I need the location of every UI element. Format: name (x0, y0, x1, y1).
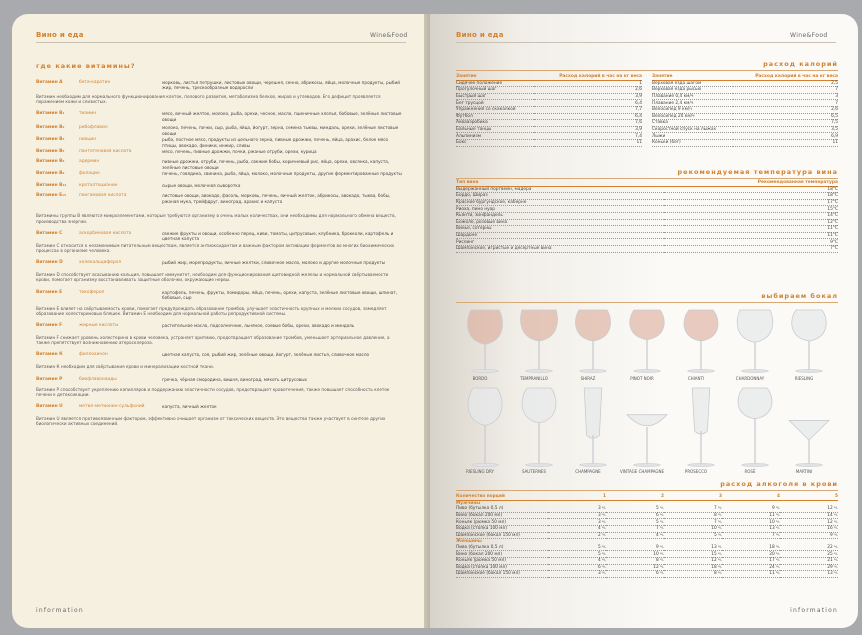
alcohol-hours: 9 ч. (722, 506, 780, 512)
table-row (652, 126, 838, 133)
alcohol-drink: Пиво (бутылка 0,5 л) (456, 506, 548, 512)
row-label: Велосипед 9 км/ч (652, 106, 733, 113)
vitamin-foods: морковь, листья петрушки, листовые овощи, черешня, сенно, абрикосы, яйца, молочные продукты, рыбий жир, печень, трескообразные водоросли (162, 80, 400, 91)
table-header-cell: Рекомендованная температура (664, 180, 838, 186)
alcohol-row (456, 564, 838, 571)
table-row (652, 87, 838, 94)
alcohol-row (456, 512, 838, 519)
alcohol-drink: Шампанское (бокал 150 мл) (456, 571, 548, 578)
alcohol-rule (456, 490, 838, 491)
wine-glass-prosecco (676, 386, 726, 468)
right-page (430, 14, 858, 628)
temperature-table (456, 180, 838, 253)
row-label: Бокс (456, 139, 534, 146)
glass-label: SAUTERNES (521, 469, 547, 474)
alcohol-hours: 3 ч. (548, 512, 606, 519)
table-row (456, 80, 642, 87)
alcohol-hours: 6 ч. (606, 512, 664, 519)
glass-label: ROSÉ (744, 469, 756, 474)
alcohol-hours: 5 ч. (548, 551, 606, 558)
vitamin-foods: печень, говядина, свинина, рыба, яйца, молоко, молочные продукты, другие ферментированные продукты (162, 171, 402, 177)
table-row (456, 226, 838, 233)
alcohol-table (456, 494, 838, 578)
alcohol-hours: 2 ч. (548, 532, 606, 539)
left-header-brand: Wine&Food (370, 32, 408, 39)
row-value: 15°С (664, 206, 838, 213)
alcohol-hours: 5 ч. (548, 545, 606, 551)
table-header-cell: Занятие (456, 74, 534, 80)
row-value: 3 (733, 93, 838, 100)
alcohol-hours: 7 ч. (606, 525, 664, 532)
row-label: Бальные танцы (456, 126, 534, 133)
table-row (652, 120, 838, 127)
glass-label: BORDO (472, 376, 488, 381)
right-header-title: Вино и еда (456, 31, 504, 39)
vitamin-name: Витамин F (36, 323, 63, 328)
glass-label: VINTAGE CHAMPAGNE (619, 469, 665, 474)
right-header-rule (456, 42, 836, 43)
vitamin-substance: пантотеновая кислота (79, 149, 132, 155)
wine-glass-champagne (568, 386, 618, 468)
glass-label: PROSECCO (684, 469, 708, 474)
alcohol-drink: Шампанское (бокал 150 мл) (456, 532, 548, 539)
alcohol-hours: 10 ч. (606, 551, 664, 558)
alcohol-hours: 9 ч. (780, 532, 838, 539)
row-value: 6,4 (534, 100, 642, 107)
row-label: Красное бургундское, каберне (456, 199, 664, 206)
vitamin-foods: рыба, постное мясо, продукты из цельного зерна, пивные дрожжи, печень, яйца, арахис, белое мясо птицы, авокадо, финики, инжир, сливы (162, 137, 389, 148)
alcohol-hours: 6 ч. (548, 564, 606, 571)
vitamin-name: Витамин Р (36, 376, 63, 382)
row-value: 3,9 (534, 126, 642, 133)
vitamin-substance: токоферол (79, 289, 105, 295)
wine-glass-martini (784, 386, 834, 468)
table-row (652, 80, 838, 87)
alcohol-hours: 8 ч. (664, 571, 722, 578)
vitamin-name: Витамин В₂ (36, 125, 65, 131)
alcohol-header-cell: 4 (722, 494, 780, 500)
row-value: 1 (534, 80, 642, 87)
wine-glass-riesling-dry (460, 386, 510, 468)
row-label: Плавание 0,4 км/ч (652, 93, 733, 100)
row-label: Шампанское, игристые и десертные вина (456, 245, 664, 252)
alcohol-hours: 13 ч. (722, 525, 780, 532)
glasses-rule (456, 302, 838, 303)
vitamin-description: Витамин F снижает уровень холестерина в крови человека, устраняет аритмию, предотвращает образование тромбов, уменьшает артериальное давление, а также препятствует возникновению атеросклероза. (36, 335, 390, 346)
vitamin-foods: мясо, вечный желток, молоко, рыба, орехи, чеснок, масло, пшеничные хлопья, бобовые, зелёные листовые овощи (162, 111, 402, 122)
vitamin-name: Витамин В₅ (36, 149, 65, 155)
table-row (456, 186, 838, 193)
alcohol-drink: Коньяк (рюмка 50 мл) (456, 519, 548, 526)
vitamin-name: Витамин С (36, 230, 63, 236)
row-value: 17°С (664, 199, 838, 206)
alcohol-hours: 25 ч. (780, 551, 838, 558)
vitamin-substance: биофлавоноиды (79, 376, 117, 382)
row-value: 6,4 (534, 113, 642, 120)
left-page (12, 14, 424, 628)
row-label: Верховая езда шагом (652, 80, 733, 87)
table-row (456, 93, 642, 100)
table-row (652, 133, 838, 140)
row-value: 7 (733, 87, 838, 94)
row-value: 2,5 (733, 80, 838, 87)
table-row (652, 93, 838, 100)
alcohol-hours: 5 ч. (606, 519, 664, 526)
alcohol-hours: 10 ч. (722, 519, 780, 526)
table-row (652, 100, 838, 107)
table-row (456, 113, 642, 120)
row-value: 7 (733, 100, 838, 107)
table-row (456, 193, 838, 200)
vitamin-name: Витамин Е (36, 289, 63, 295)
vitamin-foods: молоко, печень, почки, сыр, рыба, яйца, йогурт, зерна, семена тыквы, миндаль, орехи, зелёные листовые овощи (162, 125, 399, 136)
wine-glass-sauternes (514, 386, 564, 468)
vitamin-description: Витамины группы В являются микроэлементами, которые требуются организму в очень малых количествах, они необходимы для нормального обмена веществ, производства энергии. (36, 213, 396, 224)
table-header-cell: Тип вина (456, 180, 664, 186)
vitamin-substance: пангамовая кислота (79, 193, 127, 199)
alcohol-hours: 21 ч. (780, 557, 838, 564)
alcohol-hours: 29 ч. (780, 564, 838, 571)
table-row (456, 219, 838, 226)
alcohol-drink: Коньяк (рюмка 50 мл) (456, 557, 548, 564)
alcohol-header-cell: 5 (780, 494, 838, 500)
row-value: 2,6 (733, 106, 838, 113)
vitamin-name: Витамин D (36, 260, 63, 266)
table-row (456, 133, 642, 140)
glass-label: TEMPRANILLO (520, 376, 548, 381)
row-value: 7,7 (534, 106, 642, 113)
alcohol-group-label: Женщины (456, 539, 482, 545)
alcohol-drink: Пиво (бутылка 0,5 л) (456, 545, 548, 551)
book-spread (12, 14, 858, 628)
alcohol-hours: 8 ч. (664, 512, 722, 519)
alcohol-hours: 4 ч. (606, 532, 664, 539)
vitamin-name: Витамин В₆ (36, 159, 65, 165)
alcohol-hours: 3 ч. (548, 506, 606, 512)
vitamin-foods: листовые овощи, авокадо, фасоль, морковь, печень, яичный желток, абрикосы, авокадо, тыква, бобы, ржаная мука, трейфдруг, виноград, арахис и капуста (162, 193, 391, 204)
vitamin-substance: бета-каротин (79, 80, 111, 85)
row-label: Верховая езда рысью (652, 87, 733, 94)
row-value: 6,9 (733, 133, 838, 140)
calories-table-left (456, 74, 642, 147)
vitamin-substance: адермин (79, 159, 100, 165)
table-header-cell: Расход калорий в час на кг веса (733, 74, 838, 80)
table-row (456, 87, 642, 94)
alcohol-header-cell: Количество порций (456, 494, 548, 500)
vitamin-name: Витамин В₃ (36, 137, 65, 143)
row-value: 6,5 (733, 113, 838, 120)
alcohol-hours: 14 ч. (780, 512, 838, 519)
row-value: 3,9 (534, 93, 642, 100)
right-footer: information (790, 607, 838, 614)
alcohol-hours: 13 ч. (664, 545, 722, 551)
wine-glass-riesling (784, 308, 834, 374)
alcohol-hours: 5 ч. (606, 506, 664, 512)
vitamins-section-title: где какие витамины? (36, 62, 136, 70)
vitamin-name: Витамин Е₁₅ (36, 193, 67, 199)
alcohol-hours: 18 ч. (722, 545, 780, 551)
alcohol-hours: 8 ч. (606, 557, 664, 564)
row-label: Рислинг (456, 239, 664, 246)
alcohol-hours: 24 ч. (722, 564, 780, 571)
table-row (456, 199, 838, 206)
vitamin-substance: жирные кислоты (79, 323, 119, 328)
alcohol-hours: 7 ч. (722, 532, 780, 539)
table-row (652, 106, 838, 113)
row-value: 7°С (664, 245, 838, 252)
row-label: Упражнения со скакалкой (456, 106, 534, 113)
row-label: Велосипед 20 км/ч (652, 113, 733, 120)
vitamin-name: Витамин U (36, 404, 63, 409)
table-row (652, 139, 838, 146)
row-value: 11°С (664, 232, 838, 239)
alcohol-hours: 4 ч. (548, 525, 606, 532)
table-row (456, 245, 838, 252)
alcohol-hours: 6 ч. (606, 571, 664, 578)
row-label: Лыжи (652, 133, 733, 140)
row-label: Сидячее положение (456, 80, 534, 87)
row-label: Божоле, розовые вина (456, 219, 664, 226)
row-value: 11 (534, 139, 642, 146)
table-row (456, 206, 838, 213)
vitamin-description: Витамин С относится к незаменимым питательным веществам, является антиоксидантом и важным фактором активации ферментов во многих биохимических процессах в организме человека. (36, 242, 395, 253)
vitamin-name: Витамин А (36, 80, 63, 85)
calories-table-right (652, 74, 838, 147)
table-row (456, 232, 838, 239)
left-header-title: Вино и еда (36, 31, 84, 39)
vitamin-foods: мясо, печень, пивные дрожжи, почки, ржаные отруби, орехи, курица (162, 149, 317, 155)
alcohol-row (456, 525, 838, 532)
alcohol-drink: Водка (стопка 100 мл) (456, 525, 548, 532)
row-label: Быстрый шаг (456, 93, 534, 100)
row-label: Скоростной спуск на лыжах (652, 126, 733, 133)
vitamin-description: Витамин Е влияет на свёртываемость крови, помогает предупреждать образование тромбов, улучшает эластичность крупных и мелких сосудов, замедляет образование холестериновых бляшек. Витамин Е необходим для нормальной работы репродуктивной системы. (36, 305, 387, 316)
table-row (652, 113, 838, 120)
row-label: Ставка (652, 120, 733, 127)
row-value: 2,6 (534, 87, 642, 94)
alcohol-hours: 3 ч. (548, 571, 606, 578)
table-row (456, 106, 642, 113)
glass-label: RIESLING DRY (466, 469, 494, 474)
glass-label: CHIANTI (687, 376, 705, 381)
vitamin-name: Витамин К (36, 352, 63, 358)
alcohol-hours: 3 ч. (548, 519, 606, 526)
row-value: 7,5 (733, 120, 838, 127)
vitamin-substance: рибофлавин (79, 125, 108, 131)
wine-glass-bordo (460, 308, 510, 374)
table-row (456, 139, 642, 146)
table-row (456, 239, 838, 246)
alcohol-hours: 11 ч. (722, 512, 780, 519)
row-label: Выдержанный портвейн, мадера (456, 186, 664, 193)
alcohol-hours: 12 ч. (780, 506, 838, 512)
vitamin-substance: кроталтоцианин (79, 183, 118, 189)
glass-label: RIESLING (794, 376, 814, 381)
row-label: Винье, сотерны (456, 226, 664, 233)
vitamin-substance: филлохинон (79, 352, 108, 358)
row-value: 14°С (664, 212, 838, 219)
alcohol-header-cell: 2 (606, 494, 664, 500)
vitamin-substance: аскорбиновая кислота (79, 230, 132, 236)
alcohol-drink: Вино (бокал 200 мл) (456, 512, 548, 519)
vitamin-foods: рыбий жир, морепродукты, яичные желтки, сливочное масло, молоко и другие молочные продукты (162, 260, 386, 266)
table-header-cell: Расход калорий в час на кг веса (534, 74, 642, 80)
alcohol-hours: 9 ч. (606, 545, 664, 551)
row-label: Шардоне (456, 232, 664, 239)
alcohol-hours: 11 ч. (722, 571, 780, 578)
row-value: 3,5 (733, 126, 838, 133)
vitamin-foods: гречка, чёрная смородина, вишня, виноград, мякоть цитрусовых (162, 376, 308, 382)
vitamin-foods: капуста, яичный желток (162, 404, 217, 409)
wine-glass-chardonnay (730, 308, 780, 374)
glass-label: MARTINI (795, 469, 813, 474)
alcohol-hours: 12 ч. (606, 564, 664, 571)
vitamin-substance: ниацин (79, 137, 97, 143)
alcohol-hours: 20 ч. (722, 551, 780, 558)
alcohol-group-label: Мужчины (456, 500, 481, 506)
row-label: Футбол (456, 113, 534, 120)
alcohol-row (456, 571, 838, 578)
table-header-cell: Занятие (652, 74, 733, 80)
vitamin-foods: свежие фрукты и овощи, особенно перец, киви, томаты, цитрусовые, клубника, брокколи, картофель и цветная капуста (162, 230, 394, 241)
vitamin-foods: растительное масло, подсолнечник, льняное, соевые бобы, орехи, авокадо и миндаль (162, 323, 355, 328)
wine-glass-shiraz (568, 308, 618, 374)
wine-glass-pinot-noir (622, 308, 672, 374)
vitamin-substance: фолацин (79, 171, 100, 177)
vitamin-description: Витамин D способствует всасыванию кальция, повышает иммунитет, необходим для функционирования щитовидной железы и нормальной свёртываемости крови, помогает организму восстанавливать защитные оболочки, окружающие нервы. (36, 272, 389, 283)
alcohol-drink: Водка (стопка 100 мл) (456, 564, 548, 571)
vitamin-foods: сырые овощи, молочная сыворотка (162, 183, 241, 189)
vitamin-substance: тиамин (79, 111, 97, 117)
wine-glass-vintage-champagne (622, 386, 672, 468)
alcohol-hours: 16 ч. (780, 525, 838, 532)
wine-glass-chianti (676, 308, 726, 374)
row-value: 9°С (664, 239, 838, 246)
calories-rule (456, 70, 838, 71)
alcohol-hours: 22 ч. (780, 545, 838, 551)
alcohol-hours: 7 ч. (664, 519, 722, 526)
alcohol-row (456, 532, 838, 539)
row-value: 11°С (664, 226, 838, 233)
vitamin-name: Витамин В₁₂ (36, 183, 67, 189)
alcohol-hours: 12 ч. (664, 557, 722, 564)
alcohol-hours: 5 ч. (664, 532, 722, 539)
row-label: Альпинизм (456, 133, 534, 140)
row-label: Прогулочный шаг (456, 87, 534, 94)
wine-glass-tempranillo (514, 308, 564, 374)
alcohol-hours: 10 ч. (664, 525, 722, 532)
alcohol-row (456, 551, 838, 558)
wine-glass-ros- (730, 386, 780, 468)
glass-label: PINOT NOIR (630, 376, 654, 381)
alcohol-hours: 18 ч. (664, 564, 722, 571)
glasses-title: выбираем бокал (761, 292, 838, 300)
row-label: Аквааэробика (456, 120, 534, 127)
vitamin-description: Витамин необходим для нормального функционирования клеток, полового развития, метаболизма белков, жиров и углеводов. Его дефицит проявляется поражением кожи и слизистых. (36, 94, 381, 105)
vitamin-name: Витамин В₉ (36, 171, 65, 177)
table-row (456, 126, 642, 133)
alcohol-title: расход алкоголя в крови (720, 480, 838, 488)
table-row (456, 120, 642, 127)
row-value: 18°С (664, 186, 838, 193)
temperature-title: рекомендуемая температура вина (677, 168, 838, 176)
row-value: 7,4 (534, 133, 642, 140)
alcohol-hours: 12 ч. (780, 519, 838, 526)
left-footer: information (36, 607, 84, 614)
row-label: Коньки (бег) (652, 139, 733, 146)
row-label: Риоха, пино нуар (456, 206, 664, 213)
table-row (456, 100, 642, 107)
vitamin-foods: цветная капуста, соя, рыбий жир, зелёные овощи, йогурт, зелёные листья, сливочное масло (162, 352, 370, 358)
vitamin-name: Витамин В₁ (36, 111, 65, 117)
vitamin-substance: метил-метионин-сульфоний (79, 404, 145, 409)
glass-label: SHIRAZ (580, 376, 596, 381)
row-label: Плавание 2,4 км/ч (652, 100, 733, 107)
alcohol-header-cell: 1 (548, 494, 606, 500)
alcohol-hours: 17 ч. (722, 557, 780, 564)
alcohol-hours: 4 ч. (548, 557, 606, 564)
row-value: 18°С (664, 193, 838, 200)
vitamin-substance: холекальциферол (79, 260, 122, 266)
row-label: Кьянти, зинфандель (456, 212, 664, 219)
row-label: Бег трусцой (456, 100, 534, 107)
glass-label: CHAMPAGNE (575, 469, 601, 474)
row-label: Бордо, Шираз (456, 193, 664, 200)
alcohol-drink: Вино (бокал 200 мл) (456, 551, 548, 558)
left-header-rule (36, 42, 406, 43)
temperature-rule (456, 178, 838, 179)
alcohol-hours: 15 ч. (664, 551, 722, 558)
alcohol-hours: 7 ч. (664, 506, 722, 512)
calories-title: расход калорий (763, 60, 838, 68)
alcohol-row (456, 557, 838, 564)
glass-label: CHARDONNAY (735, 376, 765, 381)
vitamin-description: Витамин К необходим для свёртывания крови и минерализации костной ткани. (36, 364, 215, 370)
alcohol-header-cell: 3 (664, 494, 722, 500)
vitamin-description: Витамин U является противоязвенным фактором, эффективно очищает организм от токсических веществ. Это вещество также участвует в синтезе других биологически активных соединений. (36, 416, 386, 427)
alcohol-row (456, 519, 838, 526)
table-row (456, 212, 838, 219)
right-header-brand: Wine&Food (790, 32, 828, 39)
row-value: 7,6 (534, 120, 642, 127)
vitamin-foods: картофель, печень, фрукты, помидоры, яйца, печень, орехи, капуста, зелёные листовые овощи, шпинат, бобовые, сыр (162, 289, 398, 300)
vitamin-description: Витамин Р способствует укреплению капилляров и поддержанию эластичности сосудов, предотвращает кровотечения, также повышает способность клеток печени к детоксикации. (36, 386, 390, 397)
row-value: 12°С (664, 219, 838, 226)
alcohol-hours: 13 ч. (780, 571, 838, 578)
vitamin-foods: пивные дрожжи, отруби, печень, рыба, свежие бобы, коричневый рис, яйца, орехи, овсянка, капуста, зелёные листовые овощи (162, 159, 390, 170)
row-value: 11 (733, 139, 838, 146)
